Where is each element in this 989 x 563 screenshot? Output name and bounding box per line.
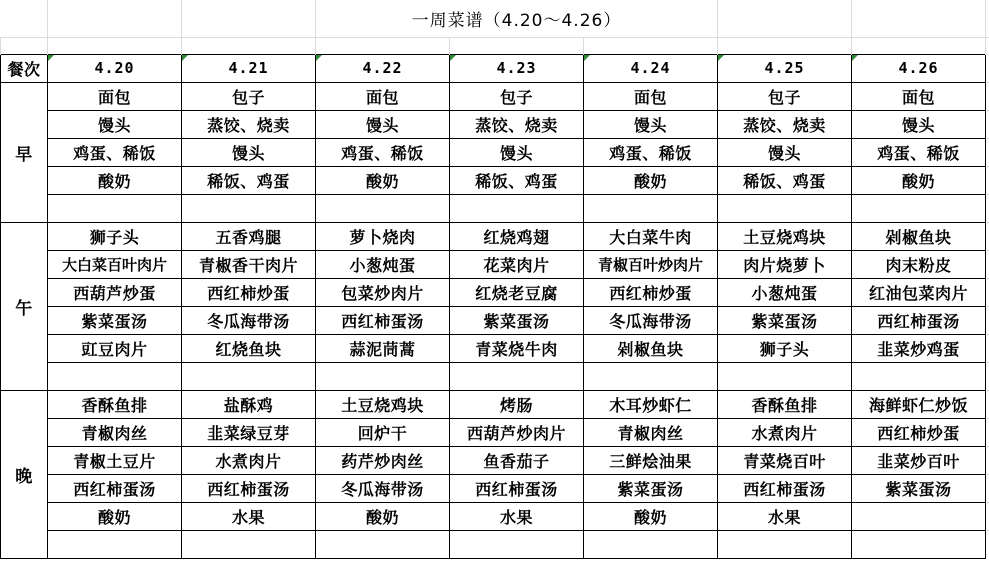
meal-header-label[interactable]: 餐次 (1, 54, 48, 82)
dish-cell[interactable]: 酸奶 (316, 166, 450, 194)
dish-cell[interactable]: 红烧鸡翅 (450, 222, 584, 250)
cell-comment-marker-icon (852, 55, 858, 61)
dish-cell[interactable]: 花菜肉片 (450, 250, 584, 278)
dish-cell[interactable]: 西葫芦炒肉片 (450, 418, 584, 446)
dish-cell[interactable]: 面包 (316, 82, 450, 110)
menu-row (1, 334, 989, 362)
dish-cell[interactable]: 西红柿蛋汤 (450, 474, 584, 502)
empty-cell (986, 306, 989, 334)
date-header[interactable] (316, 54, 450, 82)
menu-row (1, 138, 989, 166)
dish-cell[interactable]: 土豆烧鸡块 (316, 390, 450, 418)
empty-cell[interactable] (986, 37, 989, 54)
dish-cell[interactable]: 西红柿炒蛋 (182, 278, 316, 306)
empty-cell (986, 0, 989, 37)
page-title[interactable]: 一周菜谱（4.20～4.26） (316, 0, 718, 37)
dish-cell[interactable]: 酸奶 (852, 166, 986, 194)
dish-cell[interactable] (48, 530, 182, 558)
dish-cell[interactable] (852, 194, 986, 222)
date-header[interactable] (450, 54, 584, 82)
dish-cell[interactable]: 韭菜炒百叶 (852, 446, 986, 474)
dish-cell[interactable] (48, 194, 182, 222)
empty-cell[interactable] (852, 0, 986, 37)
menu-row (1, 530, 989, 558)
cell-comment-marker-icon (450, 55, 456, 61)
dish-cell[interactable] (584, 362, 718, 390)
empty-cell (986, 166, 989, 194)
dish-cell[interactable]: 西红柿炒蛋 (584, 278, 718, 306)
dish-cell[interactable] (182, 530, 316, 558)
dish-cell[interactable]: 青菜烧牛肉 (450, 334, 584, 362)
menu-row (1, 194, 989, 222)
dish-cell[interactable]: 包子 (182, 82, 316, 110)
dish-cell[interactable]: 萝卜烧肉 (316, 222, 450, 250)
dish-cell[interactable]: 青菜烧百叶 (718, 446, 852, 474)
dish-cell[interactable] (450, 362, 584, 390)
dish-cell[interactable]: 面包 (852, 82, 986, 110)
empty-cell[interactable] (584, 37, 718, 54)
date-label: 4.22 (362, 59, 403, 77)
empty-cell (986, 222, 989, 250)
dish-cell[interactable]: 剁椒鱼块 (584, 334, 718, 362)
dish-cell[interactable]: 韭菜炒鸡蛋 (852, 334, 986, 362)
menu-row (1, 362, 989, 390)
empty-cell (986, 250, 989, 278)
dish-cell[interactable]: 蒸饺、烧卖 (450, 110, 584, 138)
dish-cell[interactable]: 酸奶 (584, 166, 718, 194)
dish-cell[interactable]: 鱼香茄子 (450, 446, 584, 474)
empty-cell (986, 334, 989, 362)
dish-cell[interactable]: 青椒香干肉片 (182, 250, 316, 278)
empty-cell[interactable] (48, 0, 182, 37)
cell-comment-marker-icon (182, 55, 188, 61)
empty-cell[interactable] (852, 37, 986, 54)
empty-cell (986, 446, 989, 474)
menu-row (1, 278, 989, 306)
dish-cell[interactable] (852, 502, 986, 530)
cell-comment-marker-icon (48, 55, 54, 61)
dish-cell[interactable]: 紫菜蛋汤 (584, 474, 718, 502)
dish-cell[interactable]: 馒头 (182, 138, 316, 166)
meal-label[interactable]: 午 (1, 222, 48, 390)
empty-cell[interactable] (1, 37, 48, 54)
dish-cell[interactable]: 香酥鱼排 (48, 390, 182, 418)
dish-cell[interactable] (718, 362, 852, 390)
dish-cell[interactable]: 水煮肉片 (718, 418, 852, 446)
dish-cell[interactable]: 包子 (718, 82, 852, 110)
dish-cell[interactable]: 肉末粉皮 (852, 250, 986, 278)
empty-cell[interactable] (316, 37, 450, 54)
dish-cell[interactable]: 酸奶 (584, 502, 718, 530)
dish-cell[interactable]: 三鲜烩油果 (584, 446, 718, 474)
menu-row (1, 306, 989, 334)
menu-row (1, 82, 989, 110)
dish-cell[interactable]: 鸡蛋、稀饭 (316, 138, 450, 166)
empty-cell (986, 362, 989, 390)
dish-cell[interactable]: 大白菜牛肉 (584, 222, 718, 250)
dish-cell[interactable]: 包菜炒肉片 (316, 278, 450, 306)
cell-comment-marker-icon (316, 55, 322, 61)
header-row (1, 54, 989, 82)
dish-cell[interactable]: 西红柿蛋汤 (182, 474, 316, 502)
dish-cell[interactable]: 红烧老豆腐 (450, 278, 584, 306)
dish-cell[interactable] (718, 530, 852, 558)
dish-cell[interactable] (316, 530, 450, 558)
dish-cell[interactable]: 稀饭、鸡蛋 (718, 166, 852, 194)
dish-cell[interactable] (450, 194, 584, 222)
dish-cell[interactable]: 馒头 (48, 110, 182, 138)
dish-cell[interactable]: 土豆烧鸡块 (718, 222, 852, 250)
dish-cell[interactable]: 紫菜蛋汤 (48, 306, 182, 334)
dish-cell[interactable]: 青椒土豆片 (48, 446, 182, 474)
dish-cell[interactable]: 西红柿炒蛋 (852, 418, 986, 446)
date-label: 4.24 (630, 59, 671, 77)
dish-cell[interactable]: 红油包菜肉片 (852, 278, 986, 306)
dish-cell[interactable] (182, 362, 316, 390)
empty-cell (986, 54, 989, 82)
dish-cell[interactable]: 冬瓜海带汤 (316, 474, 450, 502)
dish-cell[interactable]: 酸奶 (48, 502, 182, 530)
dish-cell[interactable]: 狮子头 (718, 334, 852, 362)
empty-cell[interactable] (182, 0, 316, 37)
dish-cell[interactable]: 香酥鱼排 (718, 390, 852, 418)
date-header[interactable] (852, 54, 986, 82)
dish-cell[interactable]: 青椒肉丝 (48, 418, 182, 446)
cell-comment-marker-icon (584, 55, 590, 61)
empty-cell[interactable] (450, 37, 584, 54)
dish-cell[interactable]: 馒头 (450, 138, 584, 166)
menu-row (1, 418, 989, 446)
date-label: 4.21 (228, 59, 269, 77)
empty-cell (986, 530, 989, 558)
menu-row (1, 166, 989, 194)
empty-cell[interactable] (182, 37, 316, 54)
menu-row (1, 390, 989, 418)
date-label: 4.23 (496, 59, 537, 77)
empty-cell (986, 110, 989, 138)
empty-cell (986, 82, 989, 110)
dish-cell[interactable]: 水果 (450, 502, 584, 530)
dish-cell[interactable] (852, 362, 986, 390)
title-row (1, 0, 989, 37)
dish-cell[interactable]: 青椒肉丝 (584, 418, 718, 446)
menu-row (1, 222, 989, 250)
dish-cell[interactable]: 水果 (718, 502, 852, 530)
dish-cell[interactable]: 鸡蛋、稀饭 (48, 138, 182, 166)
dish-cell[interactable] (718, 194, 852, 222)
dish-cell[interactable] (316, 194, 450, 222)
dish-cell[interactable]: 稀饭、鸡蛋 (182, 166, 316, 194)
dish-cell[interactable]: 狮子头 (48, 222, 182, 250)
dish-cell[interactable] (852, 530, 986, 558)
dish-cell[interactable]: 冬瓜海带汤 (584, 306, 718, 334)
empty-cell[interactable] (1, 0, 48, 37)
menu-row (1, 250, 989, 278)
empty-cell[interactable] (48, 37, 182, 54)
dish-cell[interactable] (584, 194, 718, 222)
dish-cell[interactable]: 紫菜蛋汤 (718, 306, 852, 334)
dish-cell[interactable]: 馒头 (316, 110, 450, 138)
spacer-row (1, 37, 989, 54)
dish-cell[interactable]: 蒸饺、烧卖 (718, 110, 852, 138)
dish-cell[interactable]: 西红柿蛋汤 (718, 474, 852, 502)
dish-cell[interactable]: 西红柿蛋汤 (316, 306, 450, 334)
empty-cell[interactable] (718, 37, 852, 54)
dish-cell[interactable]: 木耳炒虾仁 (584, 390, 718, 418)
dish-cell[interactable]: 馒头 (852, 110, 986, 138)
dish-cell[interactable] (316, 362, 450, 390)
dish-cell[interactable]: 西红柿蛋汤 (852, 306, 986, 334)
dish-cell[interactable]: 韭菜绿豆芽 (182, 418, 316, 446)
dish-cell[interactable]: 肉片烧萝卜 (718, 250, 852, 278)
date-label: 4.26 (898, 59, 939, 77)
dish-cell[interactable]: 包子 (450, 82, 584, 110)
dish-cell[interactable]: 水果 (182, 502, 316, 530)
dish-cell[interactable] (48, 362, 182, 390)
dish-cell[interactable]: 酸奶 (316, 502, 450, 530)
empty-cell (986, 502, 989, 530)
dish-cell[interactable]: 面包 (584, 82, 718, 110)
dish-cell[interactable]: 烤肠 (450, 390, 584, 418)
dish-cell[interactable]: 剁椒鱼块 (852, 222, 986, 250)
dish-cell[interactable] (450, 530, 584, 558)
dish-cell[interactable]: 蒜泥茼蒿 (316, 334, 450, 362)
menu-row (1, 446, 989, 474)
empty-cell (986, 138, 989, 166)
dish-cell[interactable]: 药芹炒肉丝 (316, 446, 450, 474)
empty-cell (986, 194, 989, 222)
dish-cell[interactable]: 红烧鱼块 (182, 334, 316, 362)
date-header[interactable] (48, 54, 182, 82)
dish-cell[interactable]: 豇豆肉片 (48, 334, 182, 362)
dish-cell[interactable]: 馒头 (584, 110, 718, 138)
date-label: 4.25 (764, 59, 805, 77)
date-label: 4.20 (94, 59, 135, 77)
date-header[interactable] (718, 54, 852, 82)
menu-row (1, 474, 989, 502)
cell-comment-marker-icon (718, 55, 724, 61)
dish-cell[interactable] (182, 194, 316, 222)
dish-cell[interactable]: 西红柿蛋汤 (48, 474, 182, 502)
empty-cell[interactable] (718, 0, 852, 37)
dish-cell[interactable]: 馒头 (718, 138, 852, 166)
menu-row (1, 502, 989, 530)
dish-cell[interactable]: 酸奶 (48, 166, 182, 194)
empty-cell (986, 418, 989, 446)
dish-cell[interactable]: 面包 (48, 82, 182, 110)
dish-cell[interactable]: 鸡蛋、稀饭 (852, 138, 986, 166)
dish-cell[interactable]: 海鲜虾仁炒饭 (852, 390, 986, 418)
date-header[interactable] (182, 54, 316, 82)
dish-cell[interactable]: 小葱炖蛋 (316, 250, 450, 278)
dish-cell[interactable]: 小葱炖蛋 (718, 278, 852, 306)
dish-cell[interactable] (584, 530, 718, 558)
dish-cell[interactable]: 紫菜蛋汤 (852, 474, 986, 502)
dish-cell[interactable]: 水煮肉片 (182, 446, 316, 474)
menu-row (1, 110, 989, 138)
meal-label[interactable]: 早 (1, 82, 48, 222)
empty-cell (986, 390, 989, 418)
empty-cell (986, 278, 989, 306)
date-header[interactable] (584, 54, 718, 82)
dish-cell[interactable]: 稀饭、鸡蛋 (450, 166, 584, 194)
dish-cell[interactable]: 青椒百叶炒肉片 (584, 250, 718, 278)
dish-cell[interactable]: 盐酥鸡 (182, 390, 316, 418)
dish-cell[interactable]: 蒸饺、烧卖 (182, 110, 316, 138)
dish-cell[interactable]: 鸡蛋、稀饭 (584, 138, 718, 166)
meal-label[interactable]: 晚 (1, 390, 48, 558)
dish-cell[interactable]: 五香鸡腿 (182, 222, 316, 250)
dish-cell[interactable]: 西葫芦炒蛋 (48, 278, 182, 306)
empty-cell (986, 474, 989, 502)
dish-cell[interactable]: 紫菜蛋汤 (450, 306, 584, 334)
dish-cell[interactable]: 大白菜百叶肉片 (48, 250, 182, 278)
dish-cell[interactable]: 冬瓜海带汤 (182, 306, 316, 334)
dish-cell[interactable]: 回炉干 (316, 418, 450, 446)
